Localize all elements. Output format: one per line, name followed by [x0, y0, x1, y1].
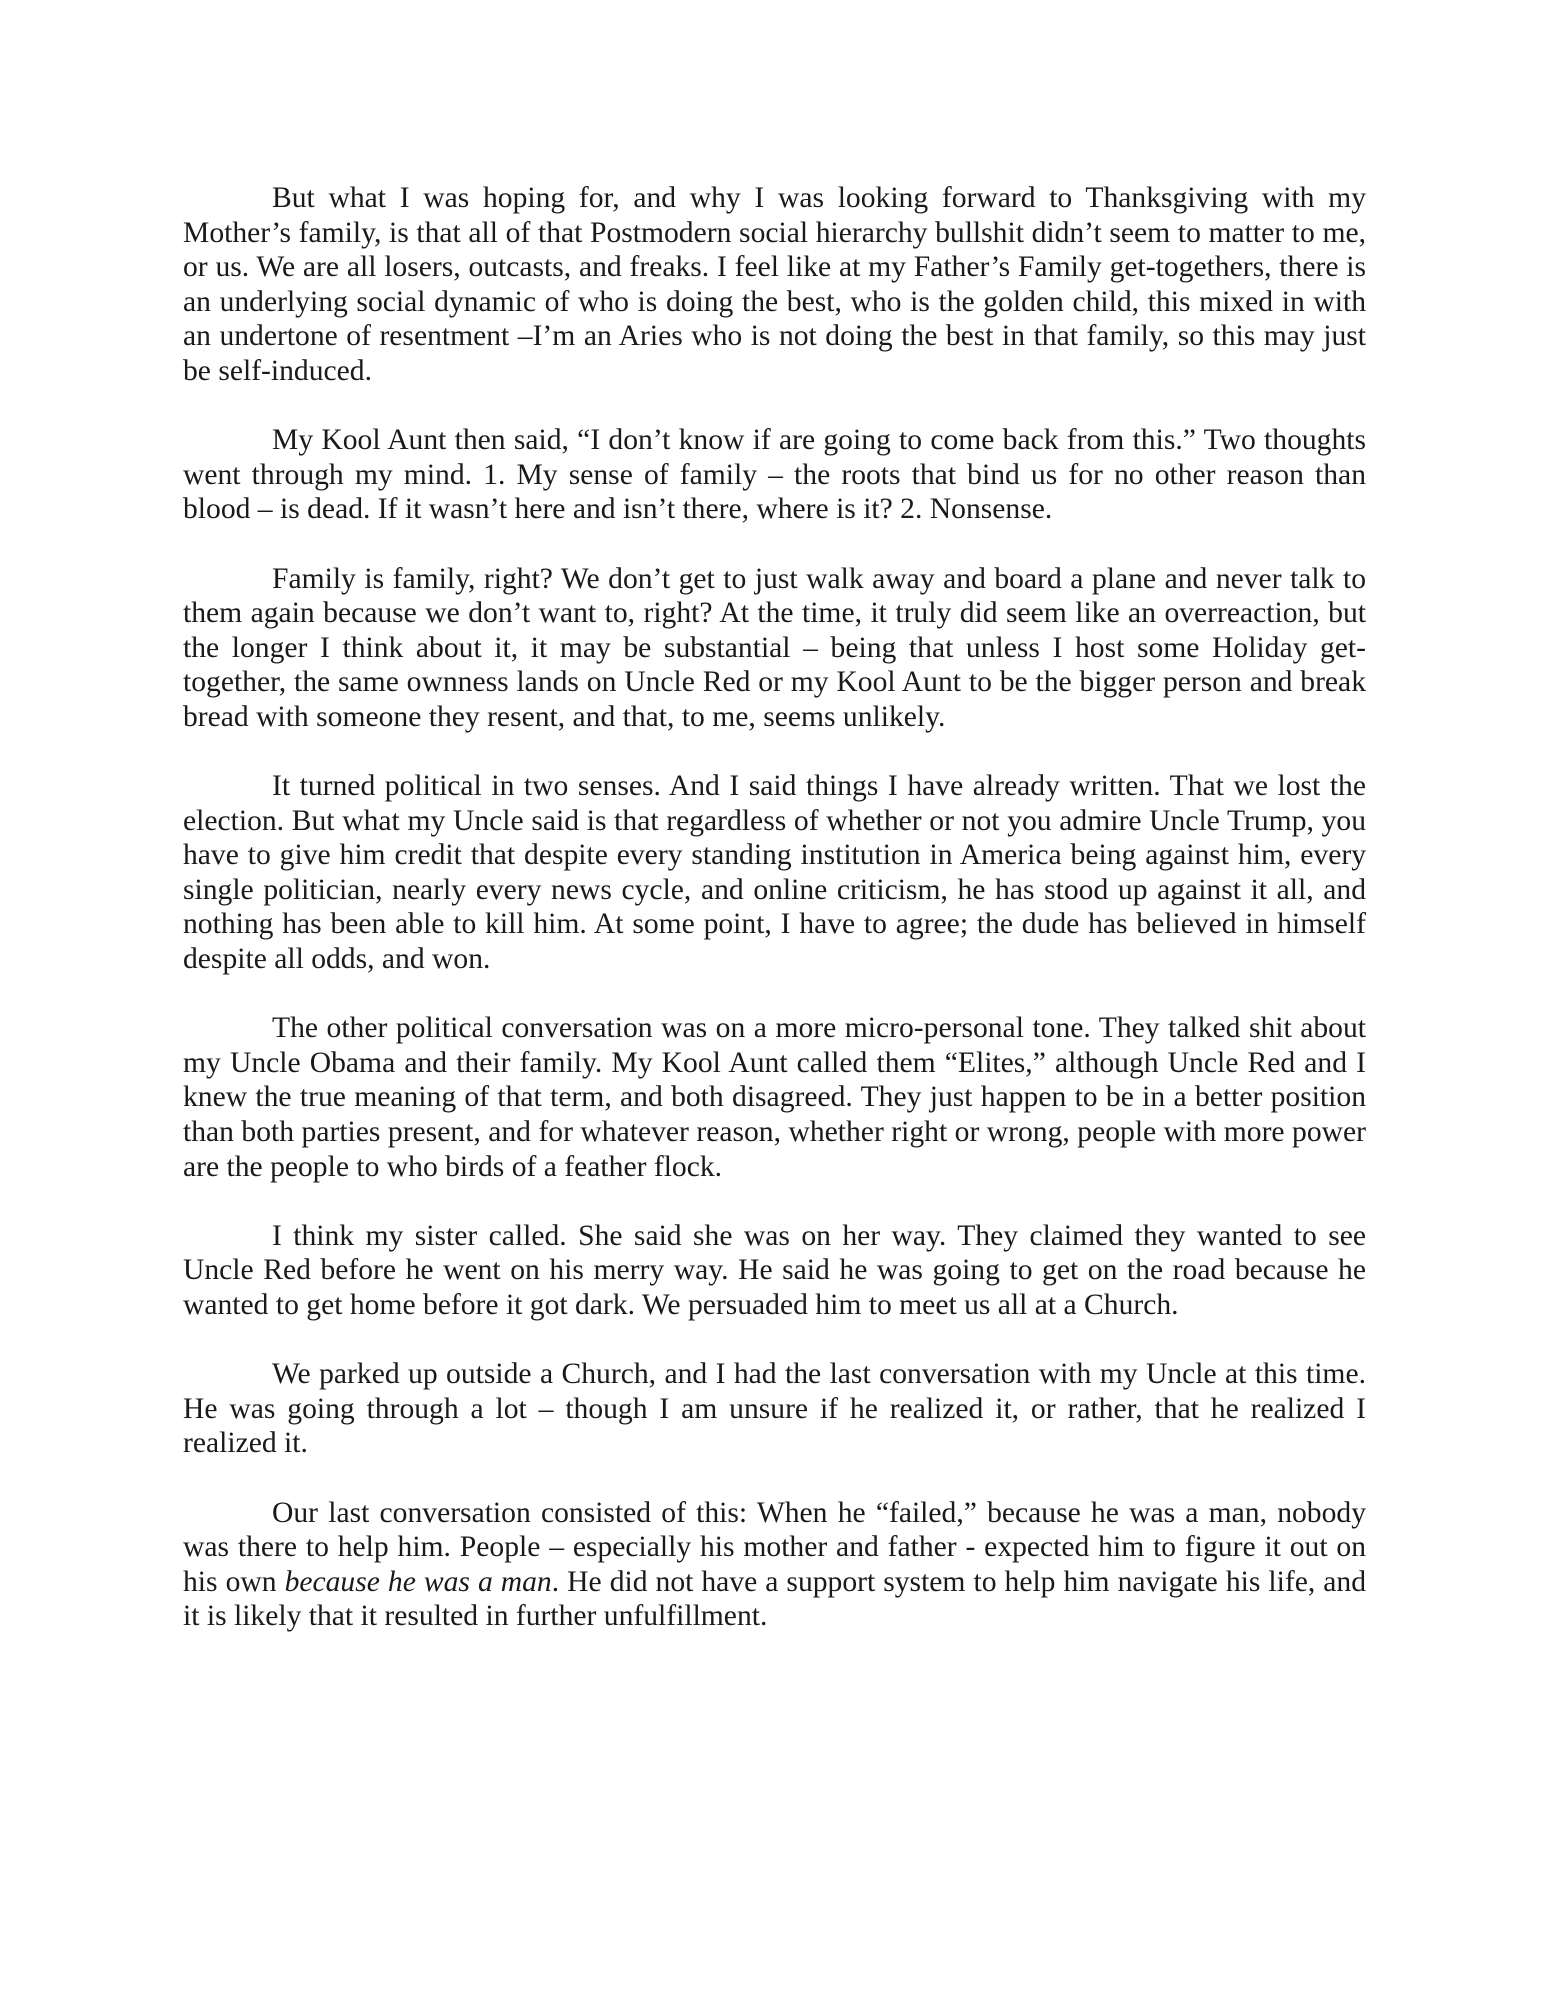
paragraph-text-italic: because he was a man: [284, 1565, 552, 1598]
paragraph-family-is-family: Family is family, right? We don’t get to just walk away and board a plane and never talk to them again because we don’t want to, right? At the time, it truly did seem like an overreaction, but the longer I think about it, it may be substantial – being that unless I host some Holiday get-together, the same ownness lands on Uncle Red or my Kool Aunt to be the bigger person and break bread with someone they resent, and that, to me, seems unlikely.: [183, 562, 1366, 733]
paragraph-sister-called: I think my sister called. She said she was on her way. They claimed they wanted to see Uncle Red before he went on his merry way. He said he was going to get on the road because he wanted to get home before it got dark. We persuaded him to meet us all at a Church.: [183, 1219, 1366, 1321]
paragraph-thanksgiving-hopes: But what I was hoping for, and why I was looking forward to Thanksgiving with my Mother’s family, is that all of that Postmodern social hierarchy bullshit didn’t seem to matter to me, or us. We are all losers, outcasts, and freaks. I feel like at my Father’s Family get-togethers, there is an underlying social dynamic of who is doing the best, who is the golden child, this mixed in with an undertone of resentment –I’m an Aries who is not doing the best in that family, so this may just be self-induced.: [183, 182, 1366, 387]
paragraph-text-after: . He did not have a support system to help him navigate his life, and it is likely that it resulted in further unfulfillment.: [183, 1565, 1366, 1633]
paragraph-last-conversation: [183, 1496, 1366, 1634]
paragraph-church-parking: We parked up outside a Church, and I had the last conversation with my Uncle at this time. He was going through a lot – though I am unsure if he realized it, or rather, that he realized I realized it.: [183, 1358, 1366, 1460]
paragraph-text-before: Our last conversation consisted of this: When he “failed,” because he was a man, nobody was there to help him. People – especially his mother and father - expected him to figure it out on his own: [183, 1496, 1366, 1598]
paragraph-kool-aunt-quote: My Kool Aunt then said, “I don’t know if are going to come back from this.” Two thoughts went through my mind. 1. My sense of family – the roots that bind us for no other reason than blood – is dead. If it wasn’t here and isn’t there, where is it? 2. Nonsense.: [183, 424, 1366, 526]
body-text: [183, 181, 1366, 1634]
paragraph-micro-personal: The other political conversation was on a more micro-personal tone. They talked shit about my Uncle Obama and their family. My Kool Aunt called them “Elites,” although Uncle Red and I knew the true meaning of that term, and both disagreed. They just happen to be in a better position than both parties present, and for whatever reason, whether right or wrong, people with more power are the people to who birds of a feather flock.: [183, 1012, 1366, 1183]
paragraph-political-senses: It turned political in two senses. And I said things I have already written. That we lost the election. But what my Uncle said is that regardless of whether or not you admire Uncle Trump, you have to give him credit that despite every standing institution in America being against him, every single politician, nearly every news cycle, and online criticism, he has stood up against it all, and nothing has been able to kill him. At some point, I have to agree; the dude has believed in himself despite all odds, and won.: [183, 770, 1366, 976]
